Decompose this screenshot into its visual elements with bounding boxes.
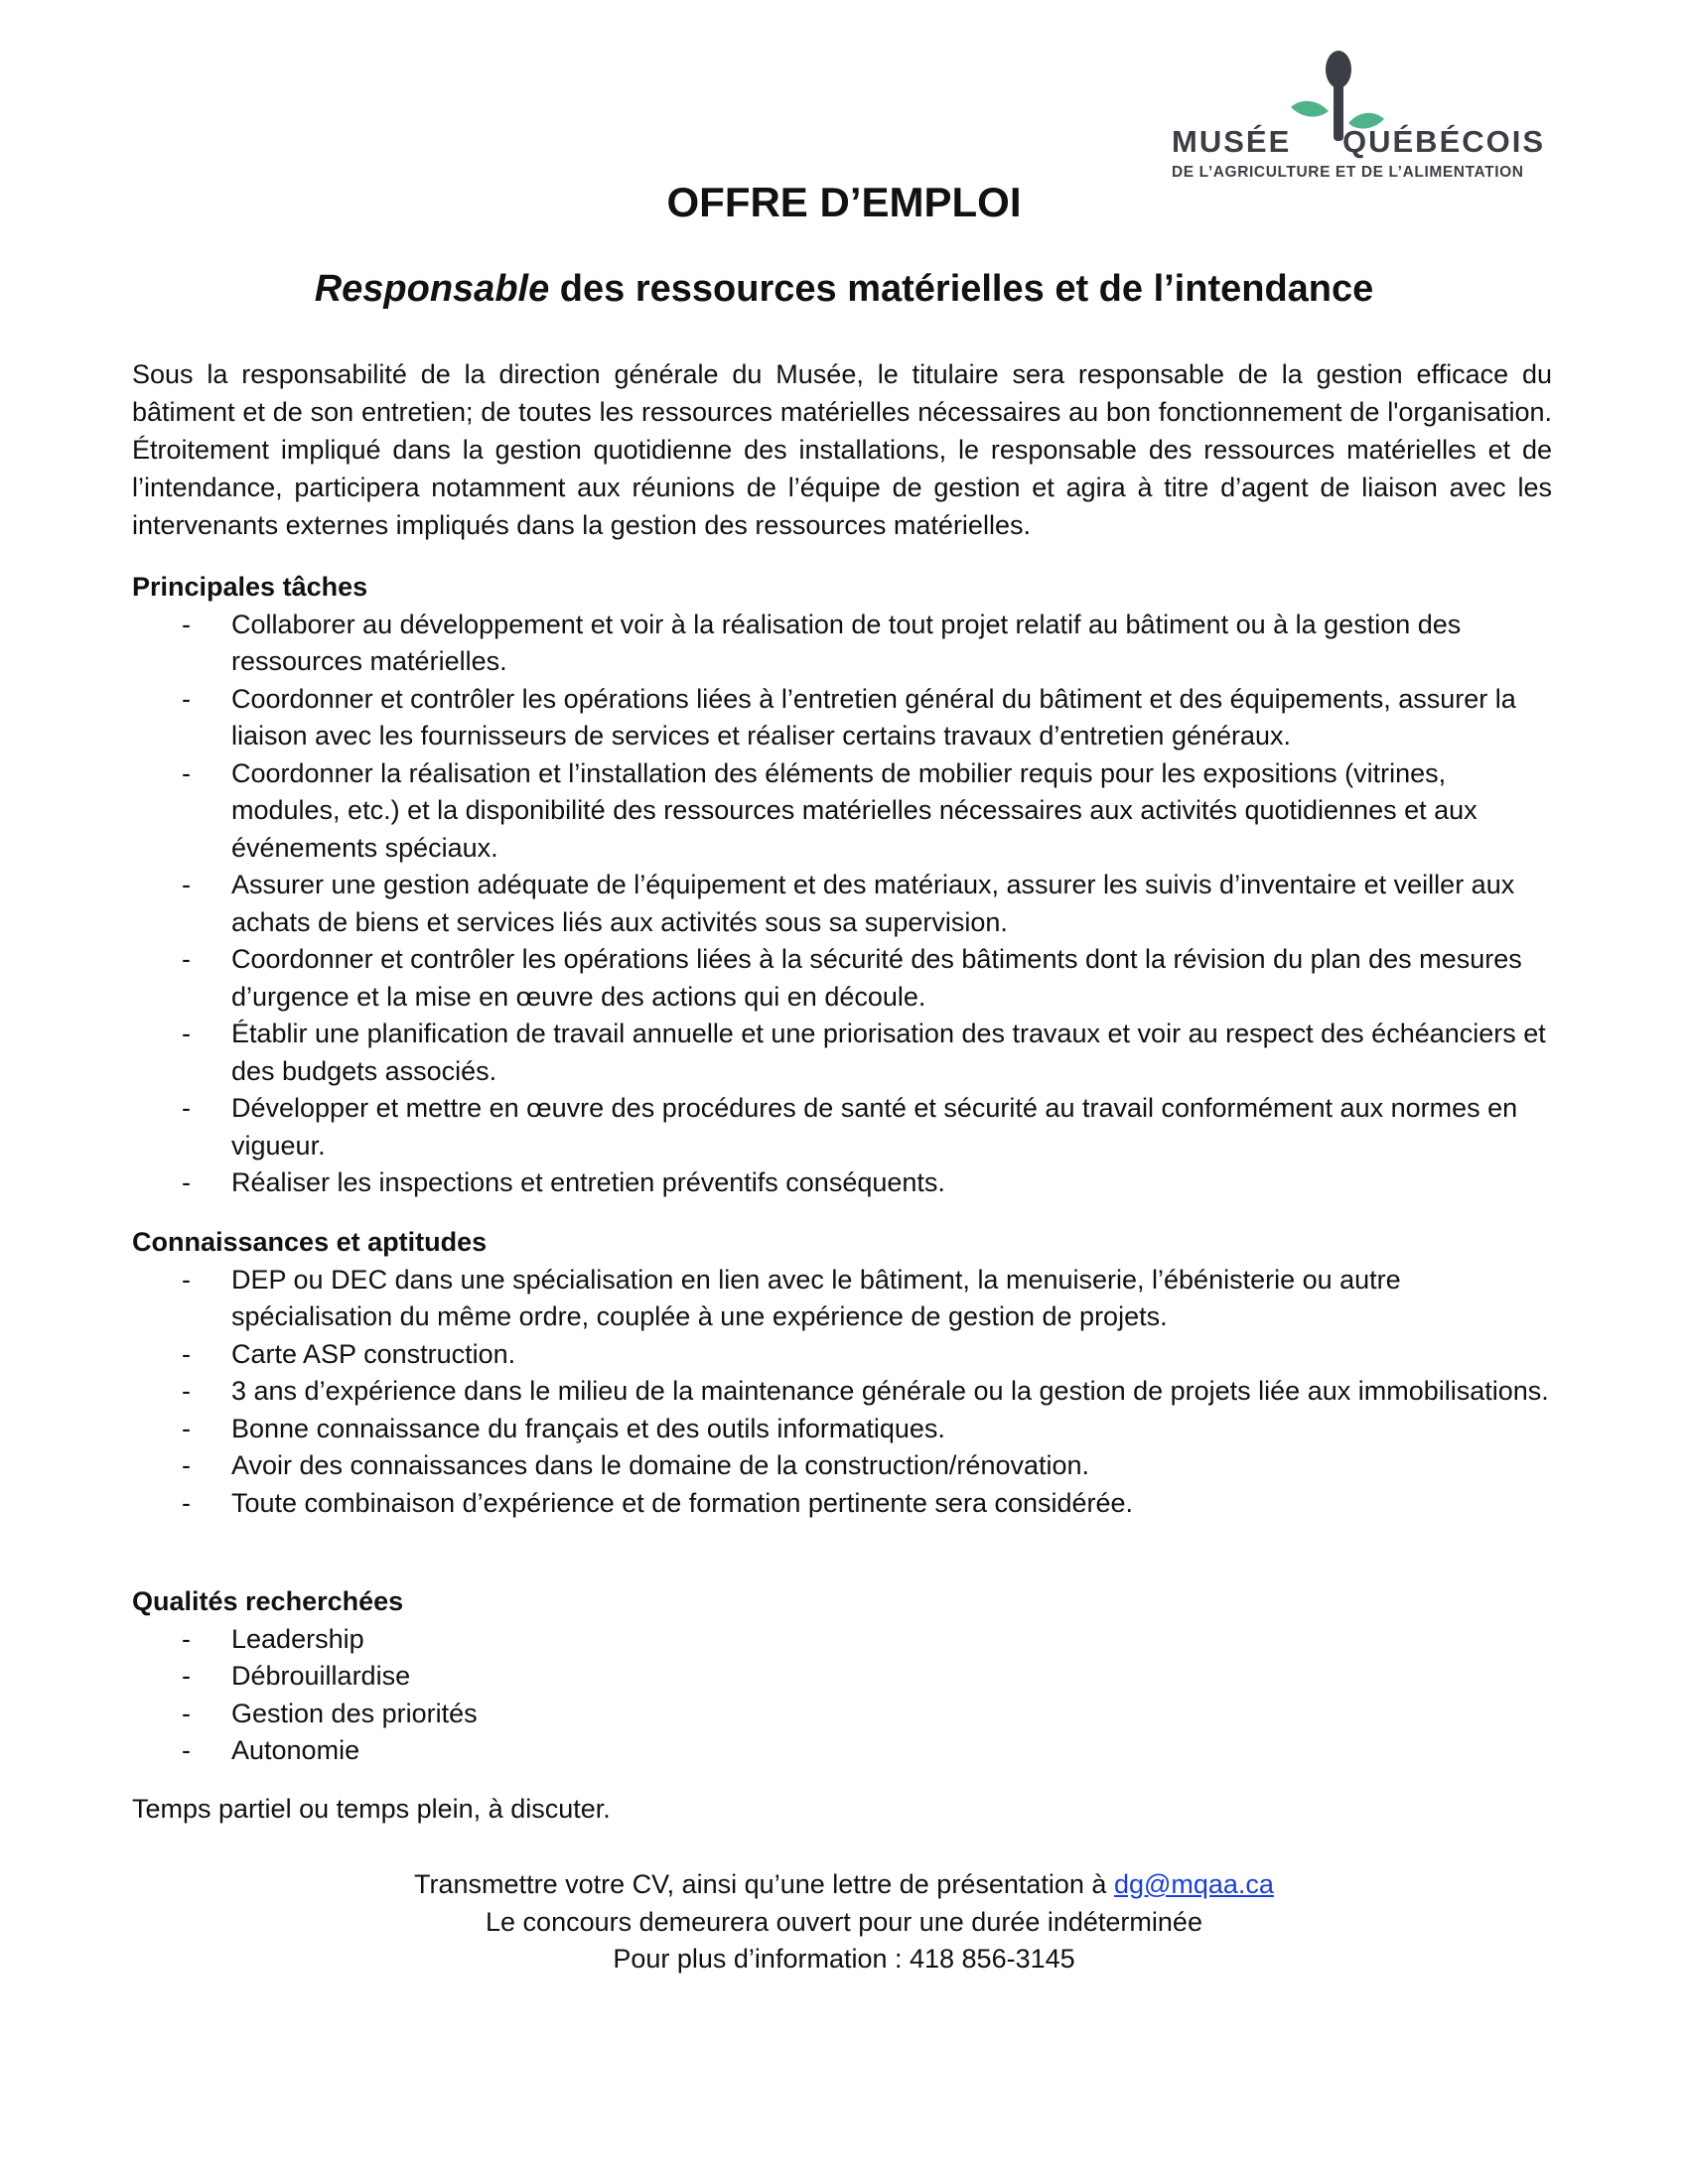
bullet-dash: - (182, 757, 191, 788)
job-title (0, 268, 1688, 311)
list-item (132, 1696, 1552, 1733)
bullet-dash: - (182, 1487, 191, 1518)
bullet-dash: - (182, 944, 191, 974)
list-item (132, 1621, 1552, 1659)
list-item-text: Gestion des priorités (231, 1698, 478, 1728)
section-heading: Connaissances et aptitudes (132, 1227, 488, 1257)
bullet-dash: - (182, 1167, 191, 1197)
bullet-dash: - (182, 609, 191, 639)
list-item (132, 1732, 1552, 1770)
bullet-list (132, 1621, 1552, 1770)
bullet-dash: - (182, 1661, 191, 1691)
work-schedule-note: Temps partiel ou temps plein, à discuter. (132, 1794, 611, 1824)
page-title: OFFRE D’EMPLOI (666, 179, 1022, 225)
section-principales-taches (132, 569, 1552, 1202)
bullet-dash: - (182, 1413, 191, 1443)
list-item (132, 1411, 1552, 1448)
apply-line (0, 1866, 1688, 1904)
section-heading: Principales tâches (132, 572, 368, 602)
museum-logo (1152, 50, 1549, 189)
list-item (132, 1262, 1552, 1336)
list-item (132, 681, 1552, 755)
list-item-text: Coordonner et contrôler les opérations liées à la sécurité des bâtiments dont la révision du plan des mesures d’urgence et la mise en œuvre des actions qui en découle. (231, 944, 1522, 1012)
section-heading: Qualités recherchées (132, 1586, 404, 1616)
logo-subtitle: DE L’AGRICULTURE ET DE L’ALIMENTATION (1172, 164, 1524, 181)
list-item (132, 1658, 1552, 1696)
list-item-text: Autonomie (231, 1735, 360, 1765)
list-item-text: Collaborer au développement et voir à la réalisation de tout projet relatif au bâtiment ou à la gestion des ressources matérielles. (231, 609, 1462, 676)
bullet-dash: - (182, 1019, 191, 1048)
list-item-text: Coordonner et contrôler les opérations liées à l’entretien général du bâtiment et des équipements, assurer la liaison avec les fournisseurs de services et réaliser certains travaux d’entretien généraux. (231, 683, 1516, 751)
application-footer (0, 1866, 1688, 1979)
list-item (132, 1485, 1552, 1523)
email-link[interactable]: dg@mqaa.ca (1113, 1869, 1274, 1899)
bullet-dash: - (182, 1338, 191, 1369)
logo-word-musee: MUSÉE (1172, 124, 1292, 159)
bullet-dash: - (182, 1623, 191, 1654)
list-item-text: Toute combinaison d’expérience et de formation pertinente sera considérée. (231, 1487, 1134, 1518)
list-item (132, 1164, 1552, 1202)
list-item (132, 941, 1552, 1016)
bullet-list (132, 607, 1552, 1202)
job-title-italic: Responsable (314, 268, 550, 310)
open-period-line: Le concours demeurera ouvert pour une durée indéterminée (486, 1906, 1202, 1937)
list-item-text: DEP ou DEC dans une spécialisation en lien avec le bâtiment, la menuiserie, l’ébénisterie ou autre spécialisation du même ordre, couplée à une expérience de gestion de projets. (231, 1264, 1401, 1331)
contact-phone-line: Pour plus d’information : 418 856-3145 (613, 1944, 1075, 1974)
bullet-dash: - (182, 870, 191, 899)
list-item-text: Établir une planification de travail annuelle et une priorisation des travaux et voir au respect des échéanciers et des budgets associés. (231, 1019, 1546, 1086)
list-item (132, 867, 1552, 941)
list-item-text: 3 ans d’expérience dans le milieu de la maintenance générale ou la gestion de projets liée aux immobilisations. (231, 1376, 1549, 1406)
list-item-text: Réaliser les inspections et entretien préventifs conséquents. (231, 1167, 945, 1197)
bullet-dash: - (182, 1093, 191, 1123)
list-item-text: Avoir des connaissances dans le domaine de la construction/rénovation. (231, 1450, 1090, 1480)
list-item (132, 755, 1552, 868)
list-item (132, 607, 1552, 681)
section-connaissances-aptitudes (132, 1224, 1552, 1522)
list-item (132, 1336, 1552, 1374)
section-qualites-recherchees (132, 1583, 1552, 1770)
bullet-dash: - (182, 683, 191, 714)
list-item (132, 1447, 1552, 1485)
list-item-text: Débrouillardise (231, 1661, 411, 1691)
list-item-text: Bonne connaissance du français et des outils informatiques. (231, 1413, 945, 1443)
list-item-text: Coordonner la réalisation et l’installation des éléments de mobilier requis pour les expositions (vitrines, modules, etc.) et la disponibilité des ressources matérielles nécessaires aux activités quotidiennes et aux événements spéciaux. (231, 757, 1477, 863)
intro-paragraph: Sous la responsabilité de la direction générale du Musée, le titulaire sera responsable de la gestion efficace du bâtiment et de son entretien; de toutes les ressources matérielles nécessaires au bon fonctionnement de l'organisation. Étroitement impliqué dans la gestion quotidienne des installations, le responsable des ressources matérielles et de l’intendance, participera notamment aux réunions de l’équipe de gestion et agira à titre d’agent de liaison avec les intervenants externes impliqués dans la gestion des ressources matérielles. (132, 359, 1552, 540)
list-item-text: Carte ASP construction. (231, 1338, 516, 1369)
list-item-text: Assurer une gestion adéquate de l’équipement et des matériaux, assurer les suivis d’inventaire et veiller aux achats de biens et services liés aux activités sous sa supervision. (231, 870, 1515, 937)
apply-text: Transmettre votre CV, ainsi qu’une lettre de présentation à (414, 1869, 1114, 1899)
list-item (132, 1373, 1552, 1411)
bullet-dash: - (182, 1376, 191, 1406)
list-item (132, 1016, 1552, 1090)
list-item-text: Leadership (231, 1623, 364, 1654)
bullet-dash: - (182, 1450, 191, 1480)
logo-word-quebecois: QUÉBÉCOIS (1342, 124, 1546, 159)
bullet-dash: - (182, 1698, 191, 1728)
list-item (132, 1090, 1552, 1164)
bullet-dash: - (182, 1264, 191, 1295)
list-item-text: Développer et mettre en œuvre des procédures de santé et sécurité au travail conformément aux normes en vigueur. (231, 1093, 1518, 1160)
bullet-list (132, 1262, 1552, 1523)
job-title-rest: des ressources matérielles et de l’intendance (549, 268, 1374, 310)
bullet-dash: - (182, 1735, 191, 1765)
